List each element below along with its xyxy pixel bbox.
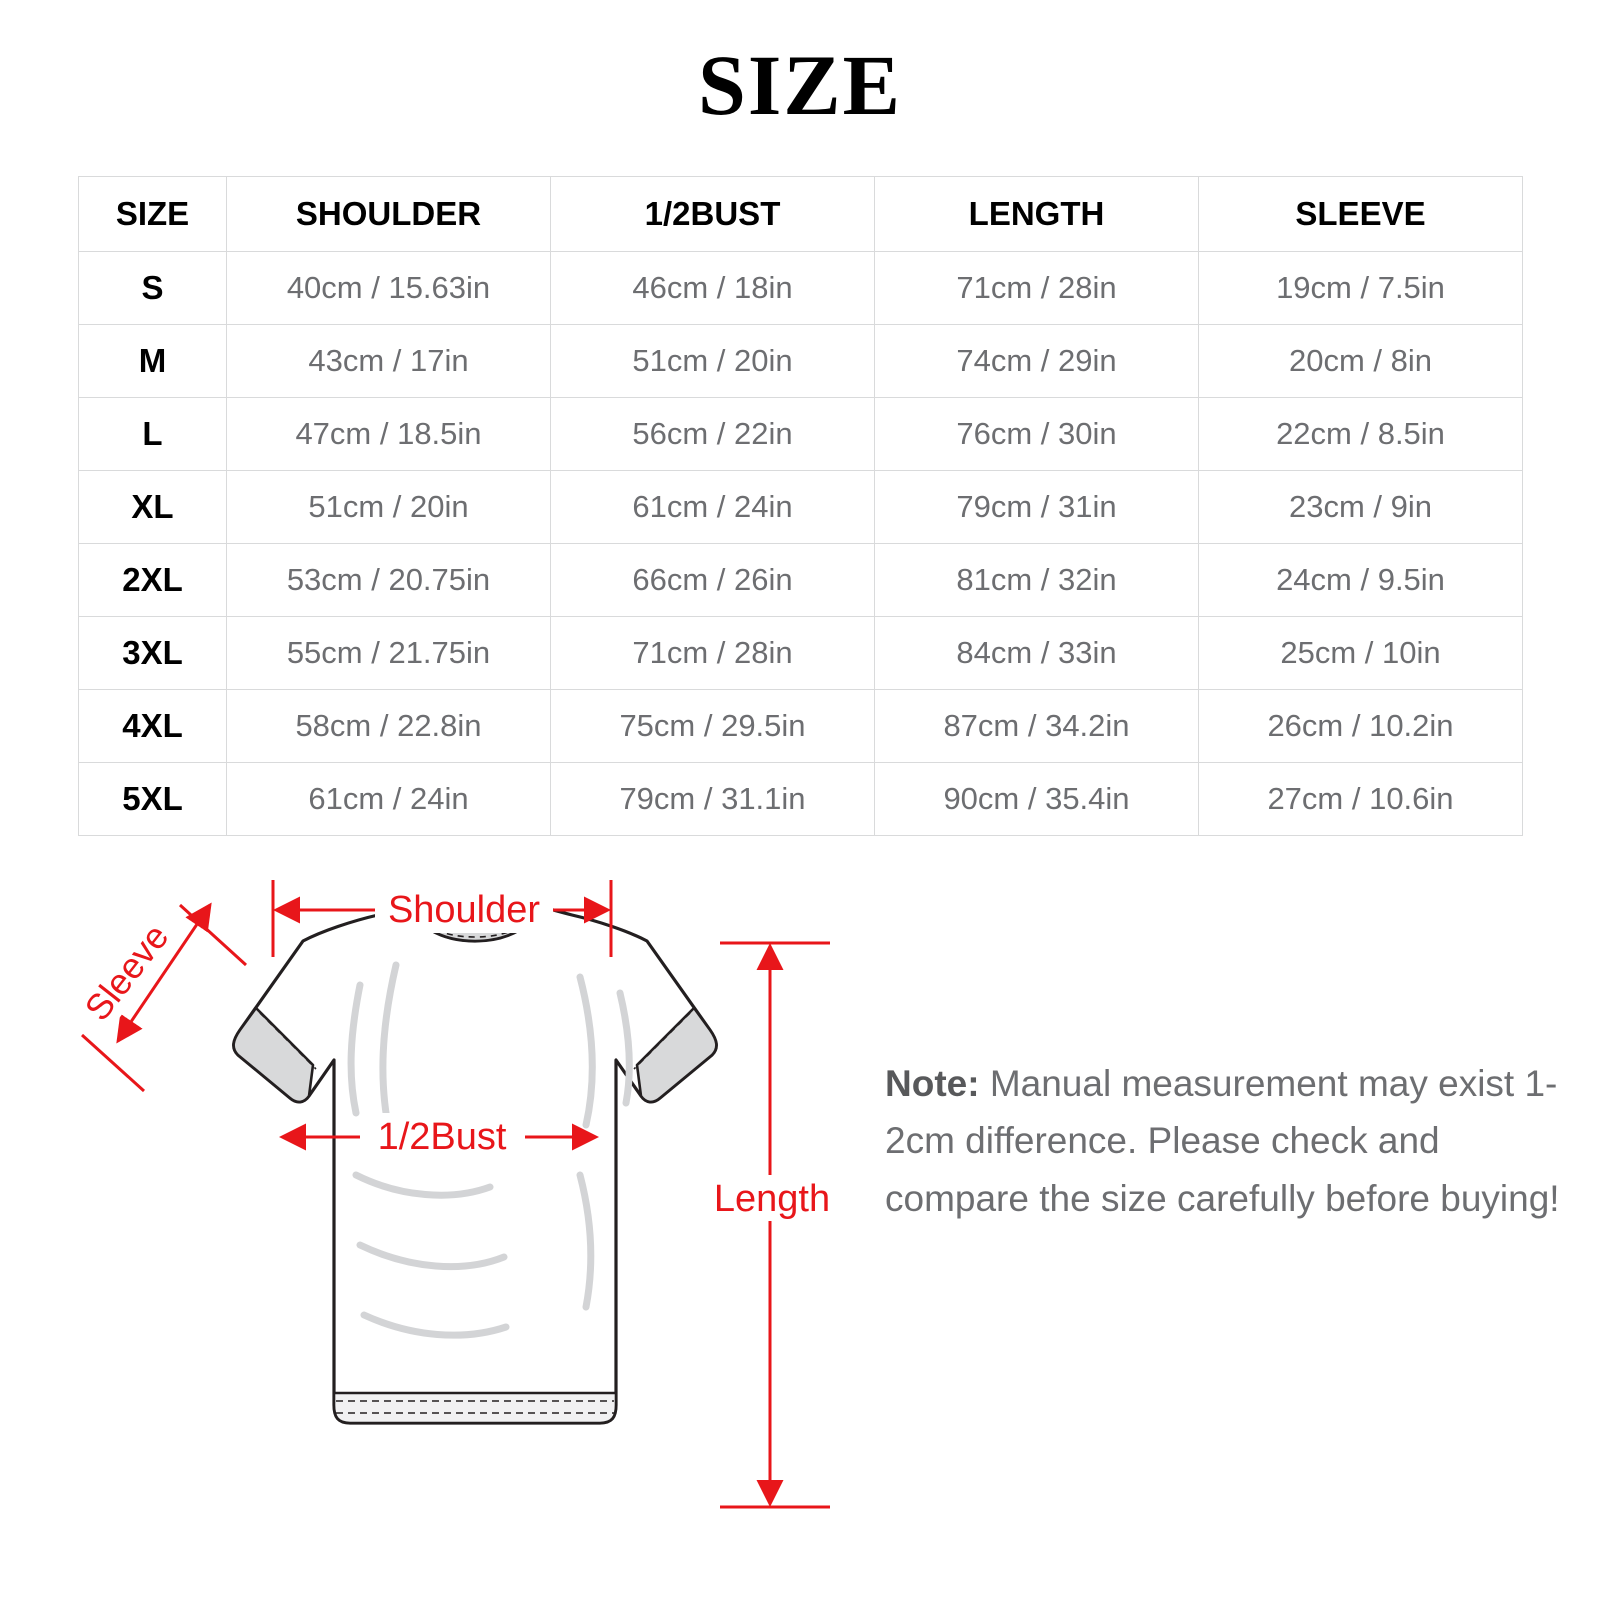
column-header-sleeve: SLEEVE bbox=[1199, 177, 1523, 252]
table-row bbox=[79, 471, 1523, 544]
cell-size: 5XL bbox=[79, 763, 227, 836]
cell-bust: 79cm / 31.1in bbox=[551, 763, 875, 836]
size-table bbox=[78, 176, 1523, 836]
column-header-length: LENGTH bbox=[875, 177, 1199, 252]
note-label: Note: bbox=[885, 1063, 980, 1104]
table-row bbox=[79, 325, 1523, 398]
cell-shoulder: 43cm / 17in bbox=[227, 325, 551, 398]
cell-size: XL bbox=[79, 471, 227, 544]
tshirt-measurement-diagram bbox=[60, 845, 890, 1565]
cell-size: 2XL bbox=[79, 544, 227, 617]
cell-size: L bbox=[79, 398, 227, 471]
cell-shoulder: 51cm / 20in bbox=[227, 471, 551, 544]
cell-length: 87cm / 34.2in bbox=[875, 690, 1199, 763]
cell-length: 71cm / 28in bbox=[875, 252, 1199, 325]
table-row bbox=[79, 252, 1523, 325]
cell-shoulder: 53cm / 20.75in bbox=[227, 544, 551, 617]
cell-sleeve: 19cm / 7.5in bbox=[1199, 252, 1523, 325]
table-body bbox=[79, 252, 1523, 836]
cell-length: 79cm / 31in bbox=[875, 471, 1199, 544]
column-header-bust: 1/2BUST bbox=[551, 177, 875, 252]
cell-size: M bbox=[79, 325, 227, 398]
table-row bbox=[79, 544, 1523, 617]
cell-size: S bbox=[79, 252, 227, 325]
cell-sleeve: 20cm / 8in bbox=[1199, 325, 1523, 398]
label-sleeve: Sleeve bbox=[76, 916, 177, 1029]
table-row bbox=[79, 398, 1523, 471]
table-header-row bbox=[79, 177, 1523, 252]
cell-size: 3XL bbox=[79, 617, 227, 690]
table-row bbox=[79, 690, 1523, 763]
table-row bbox=[79, 617, 1523, 690]
cell-shoulder: 47cm / 18.5in bbox=[227, 398, 551, 471]
cell-length: 74cm / 29in bbox=[875, 325, 1199, 398]
label-length: Length bbox=[713, 1178, 831, 1220]
cell-length: 81cm / 32in bbox=[875, 544, 1199, 617]
cell-shoulder: 58cm / 22.8in bbox=[227, 690, 551, 763]
cell-bust: 56cm / 22in bbox=[551, 398, 875, 471]
cell-shoulder: 55cm / 21.75in bbox=[227, 617, 551, 690]
cell-sleeve: 24cm / 9.5in bbox=[1199, 544, 1523, 617]
cell-length: 84cm / 33in bbox=[875, 617, 1199, 690]
note-body: Manual measurement may exist 1-2cm difference. Please check and compare the size carefully before buying! bbox=[885, 1063, 1560, 1219]
cell-sleeve: 23cm / 9in bbox=[1199, 471, 1523, 544]
table-row bbox=[79, 763, 1523, 836]
table-header bbox=[79, 177, 1523, 252]
cell-shoulder: 40cm / 15.63in bbox=[227, 252, 551, 325]
size-table-container bbox=[78, 176, 1522, 836]
cell-length: 76cm / 30in bbox=[875, 398, 1199, 471]
cell-bust: 71cm / 28in bbox=[551, 617, 875, 690]
cell-bust: 46cm / 18in bbox=[551, 252, 875, 325]
cell-sleeve: 27cm / 10.6in bbox=[1199, 763, 1523, 836]
column-header-shoulder: SHOULDER bbox=[227, 177, 551, 252]
note-text bbox=[885, 1055, 1565, 1227]
cell-length: 90cm / 35.4in bbox=[875, 763, 1199, 836]
label-shoulder: Shoulder bbox=[387, 889, 541, 931]
cell-sleeve: 22cm / 8.5in bbox=[1199, 398, 1523, 471]
cell-sleeve: 26cm / 10.2in bbox=[1199, 690, 1523, 763]
cell-bust: 61cm / 24in bbox=[551, 471, 875, 544]
column-header-size: SIZE bbox=[79, 177, 227, 252]
cell-bust: 75cm / 29.5in bbox=[551, 690, 875, 763]
label-bust: 1/2Bust bbox=[377, 1116, 507, 1158]
cell-size: 4XL bbox=[79, 690, 227, 763]
cell-bust: 51cm / 20in bbox=[551, 325, 875, 398]
page-title: SIZE bbox=[697, 37, 903, 133]
sleeve-guide-bottom bbox=[82, 1035, 144, 1091]
cell-shoulder: 61cm / 24in bbox=[227, 763, 551, 836]
cell-sleeve: 25cm / 10in bbox=[1199, 617, 1523, 690]
cell-bust: 66cm / 26in bbox=[551, 544, 875, 617]
